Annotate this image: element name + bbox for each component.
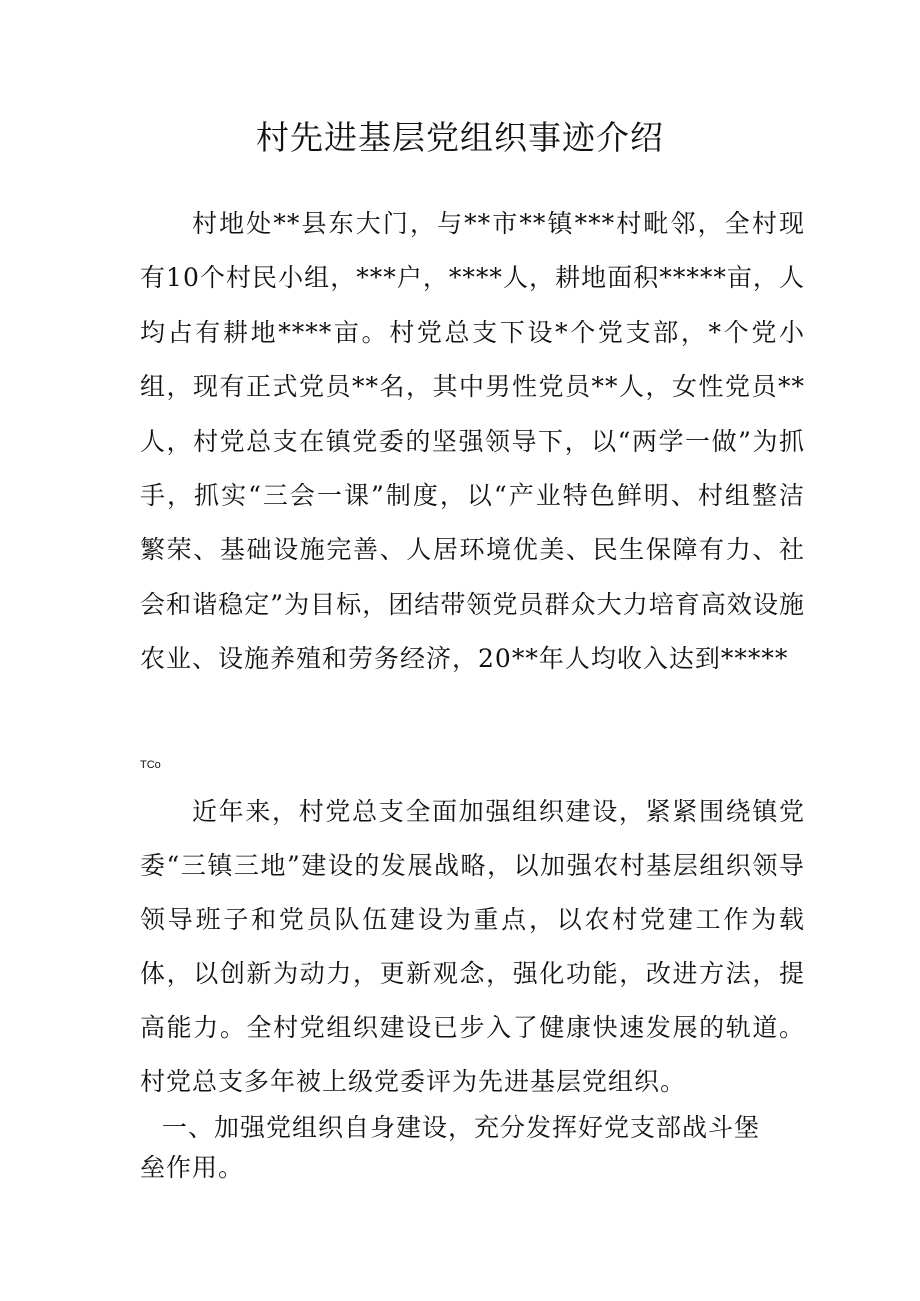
stray-mark-text: TCo xyxy=(140,759,161,771)
section-heading-1: 一、加强党组织自身建设，充分发挥好党支部战斗堡垒作用。 xyxy=(140,1113,761,1182)
paragraph-village-overview: 村地处**县东大门，与**市**镇***村毗邻，全村现有10个村民小组，***户，****人，耕地面积*****亩，人均占有耕地****亩。村党总支下设*个党支部，*个党小组，现有正式党员**名，其中男性党员**人，女性党员**人，村党总支在镇党委的坚强领导下，以“两学一做”为抓手，抓实“三会一课”制度，以“产业特色鲜明、村组整洁繁荣、基础设施完善、人居环境优美、民生保障有力、社会和谐稳定”为目标，团结带领党员群众大力培育高效设施农业、设施养殖和劳务经济，20**年人均收入达到***** xyxy=(140,209,805,674)
paragraph-recent-years: 近年来，村党总支全面加强组织建设，紧紧围绕镇党委“三镇三地”建设的发展战略，以加强农村基层组织领导领导班子和党员队伍建设为重点，以农村党建工作为载体，以创新为动力，更新观念，强化功能，改进方法，提高能力。全村党组织建设已步入了健康快速发展的轨道。村党总支多年被上级党委评为先进基层党组织。 xyxy=(140,797,805,1096)
document-title: 村先进基层党组织事迹介绍 xyxy=(256,118,664,157)
